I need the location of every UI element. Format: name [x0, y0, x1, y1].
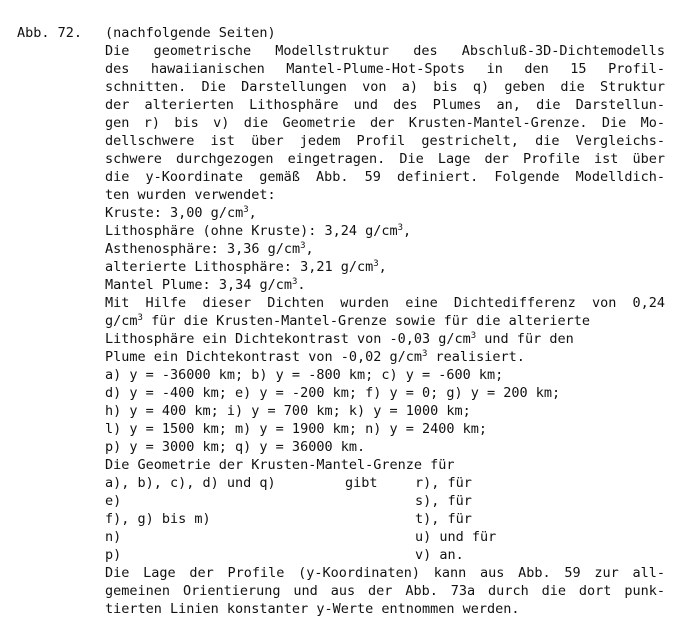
description-line: die y-Koordinate gemäß Abb. 59 definiert. Folgende Modelldich-	[105, 169, 665, 185]
geometry-row: e) s), für	[105, 493, 472, 509]
description-line: dellschwere ist über jedem Profil gestrichelt, die Vergleichs-	[105, 133, 665, 149]
description-line: schwere durchgezogen eingetragen. Die Lage der Profile ist über	[105, 151, 665, 167]
closing-line: tierten Linien konstanter y-Werte entnommen werden.	[105, 601, 520, 617]
description-line: Die geometrische Modellstruktur des Abschluß-3D-Dichtemodells	[105, 43, 665, 59]
contrast-line: Mit Hilfe dieser Dichten wurden eine Dichtedifferenz von 0,24	[105, 295, 665, 311]
subtitle: (nachfolgende Seiten)	[105, 25, 276, 41]
contrast-line: $g/cm^3$ für die Krusten-Mantel-Grenze sowie für die alterierte	[105, 313, 590, 329]
profile-line: p) y = 3000 km; q) y = 36000 km.	[105, 439, 366, 455]
density-entry: alterierte Lithosphäre: 3,21 $g/cm^3$,	[105, 259, 387, 275]
geometry-row: n) u) und für	[105, 529, 497, 545]
description-line: schnitten. Die Darstellungen von a) bis q) geben die Struktur	[105, 79, 665, 95]
profile-line: l) y = 1500 km; m) y = 1900 km; n) y = 2400 km;	[105, 421, 488, 437]
description-line: gen r) bis v) die Geometrie der Krusten-Mantel-Grenze. Die Mo-	[105, 115, 665, 131]
density-entry: Asthenosphäre: 3,36 $g/cm^3$,	[105, 241, 314, 257]
geometry-row: f), g) bis m) t), für	[105, 511, 472, 527]
geometry-row: a), b), c), d) und q) gibt r), für	[105, 475, 472, 491]
description-line: des hawaiianischen Mantel-Plume-Hot-Spots in den 15 Profil-	[105, 61, 665, 77]
caption-body	[105, 24, 665, 618]
profile-line: d) y = -400 km; e) y = -200 km; f) y = 0; g) y = 200 km;	[105, 385, 561, 401]
density-entry: Mantel Plume: 3,34 $g/cm^3$.	[105, 277, 306, 293]
contrast-line: Lithosphäre ein Dichtekontrast von -0,03 $g/cm^3$ und für den	[105, 331, 574, 347]
density-entry: Lithosphäre (ohne Kruste): 3,24 $g/cm^3$,	[105, 223, 412, 239]
contrast-line: Plume ein Dichtekontrast von -0,02 $g/cm^3$ realisiert.	[105, 349, 525, 365]
closing-line: gemeinen Orientierung und aus der Abb. 73a durch die dort punk-	[105, 583, 665, 599]
profile-line: h) y = 400 km; i) y = 700 km; k) y = 1000 km;	[105, 403, 471, 419]
figure-label: Abb. 72.	[17, 25, 83, 41]
geometry-row: p) v) an.	[105, 547, 464, 563]
profile-line: a) y = -36000 km; b) y = -800 km; c) y = -600 km;	[105, 367, 504, 383]
density-entry: Kruste: 3,00 $g/cm^3$,	[105, 205, 257, 221]
closing-line: Die Lage der Profile (y-Koordinaten) kann aus Abb. 59 zur all-	[105, 565, 665, 581]
geometry-intro: Die Geometrie der Krusten-Mantel-Grenze für	[105, 457, 455, 473]
description-line: ten wurden verwendet:	[105, 187, 276, 203]
description-line: der alterierten Lithosphäre und des Plumes an, die Darstellun-	[105, 97, 665, 113]
